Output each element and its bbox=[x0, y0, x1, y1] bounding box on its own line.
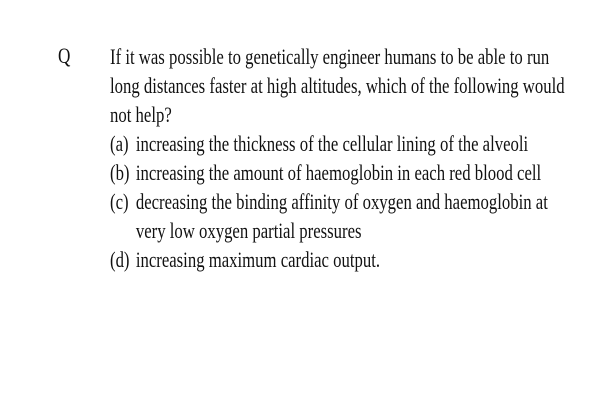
option-text: increasing the amount of haemoglobin in each red blood cell bbox=[135, 160, 542, 185]
question-stem-line: If it was possible to genetically engineer humans to be able to run bbox=[110, 44, 550, 69]
option-text: increasing the thickness of the cellular lining of the alveoli bbox=[135, 131, 529, 156]
option-letter: (c) bbox=[110, 189, 129, 214]
option-letter: (b) bbox=[110, 160, 130, 185]
option-text: decreasing the binding affinity of oxygen and haemoglobin at bbox=[135, 189, 548, 214]
question-block bbox=[110, 42, 565, 274]
answer-option-a bbox=[110, 129, 536, 158]
answer-option-d bbox=[110, 245, 536, 274]
answer-option-b bbox=[110, 158, 542, 187]
question-marker: Q bbox=[58, 43, 71, 68]
option-letter: (d) bbox=[110, 247, 130, 272]
option-text: increasing maximum cardiac output. bbox=[135, 247, 381, 272]
option-text-continuation: very low oxygen partial pressures bbox=[135, 218, 362, 243]
question-stem-line: not help? bbox=[110, 102, 172, 127]
option-letter: (a) bbox=[110, 131, 129, 156]
answer-option-c bbox=[110, 187, 548, 216]
question-stem-line: long distances faster at high altitudes, which of the following would bbox=[110, 73, 565, 98]
